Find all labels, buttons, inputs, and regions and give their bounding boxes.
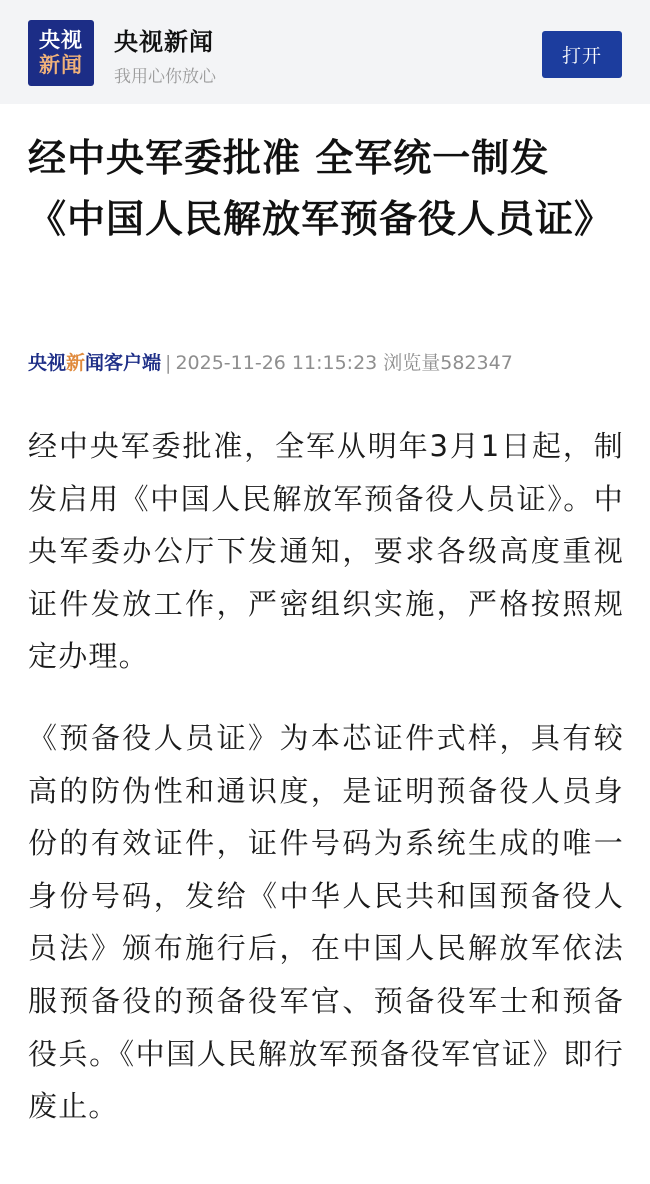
publish-time: 2025-11-26 11:15:23	[175, 352, 378, 374]
article-source[interactable]	[28, 352, 161, 374]
logo-text-bottom: 新闻	[39, 53, 83, 77]
source-part-2: 新	[66, 352, 86, 374]
logo-text-top: 央视	[39, 28, 83, 52]
meta-separator: |	[165, 352, 172, 374]
open-app-button[interactable]: 打开	[542, 31, 622, 78]
article-body	[28, 420, 624, 1162]
app-name: 央视新闻	[114, 28, 214, 56]
source-part-3: 闻客户端	[85, 352, 162, 374]
view-count: 浏览量582347	[383, 352, 513, 374]
cctv-news-logo[interactable]	[28, 20, 94, 86]
article-title: 经中央军委批准 全军统一制发《中国人民解放军预备役人员证》	[28, 136, 614, 241]
app-header	[0, 0, 650, 104]
article-meta	[28, 348, 628, 378]
source-part-1: 央视	[28, 352, 67, 374]
article-paragraph: 《预备役人员证》为本芯证件式样，具有较高的防伪性和通识度，是证明预备役人员身份的有效证件，证件号码为系统生成的唯一身份号码，发给《中华人民共和国预备役人员法》颁布施行后，在中国人民解放军依法服预备役的预备役军官、预备役军士和预备役兵。《中国人民解放军预备役军官证》即行废止。	[28, 720, 624, 1124]
app-slogan: 我用心你放心	[114, 67, 216, 87]
article-paragraph: 经中央军委批准，全军从明年3月1日起，制发启用《中国人民解放军预备役人员证》。中央军委办公厅下发通知，要求各级高度重视证件发放工作，严密组织实施，严格按照规定办理。	[28, 429, 624, 674]
